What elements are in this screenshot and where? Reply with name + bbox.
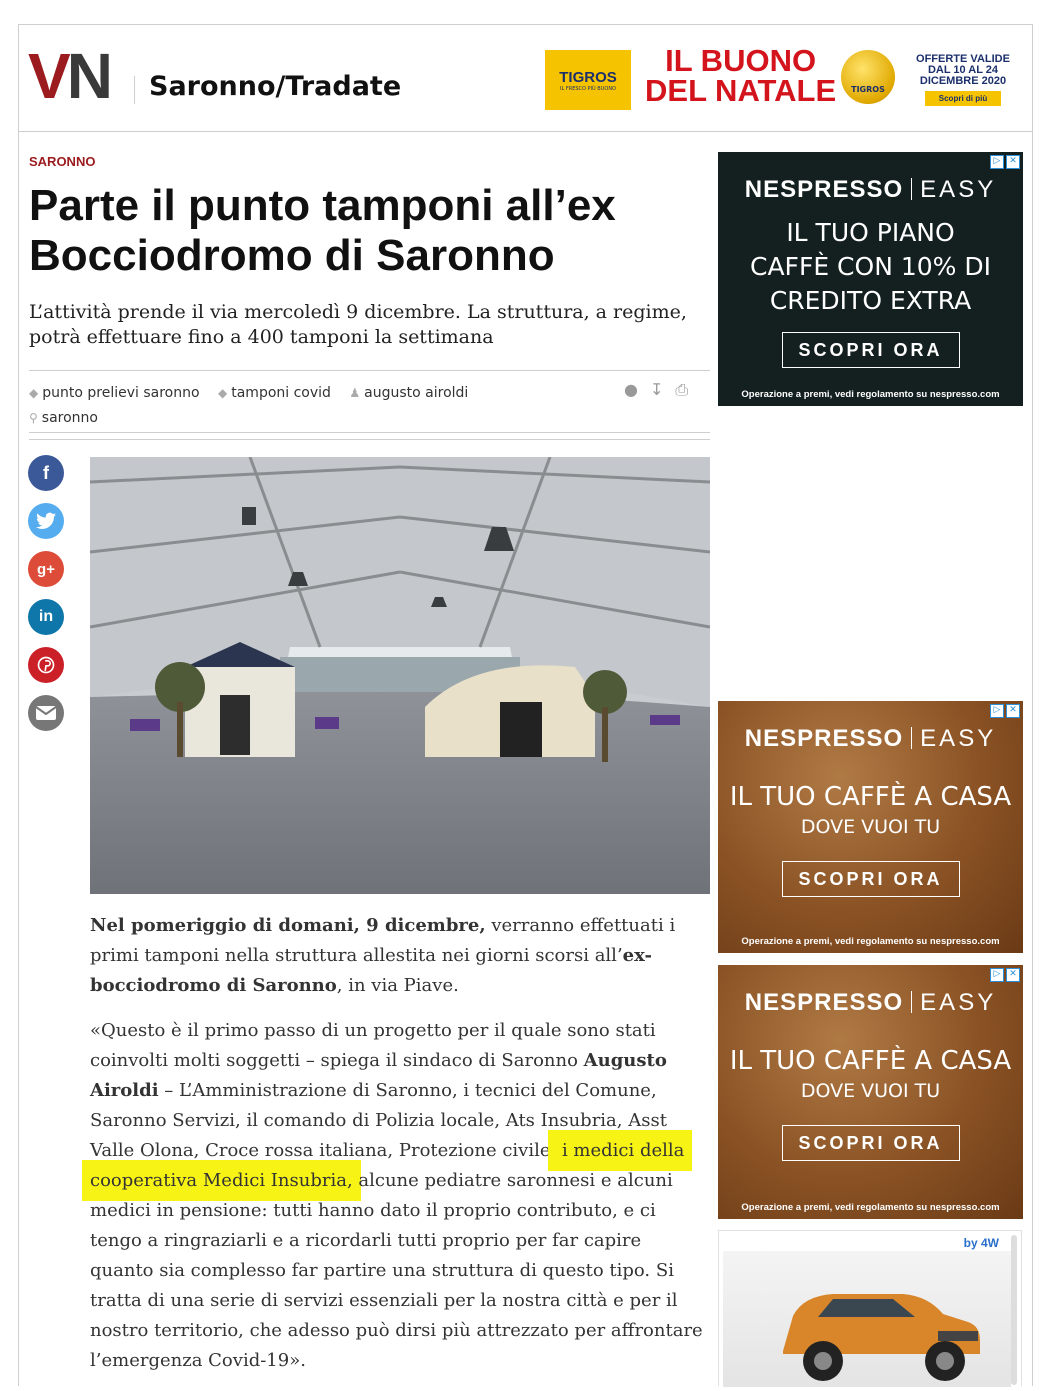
brand-divider: [911, 727, 912, 749]
brand-divider: [911, 991, 912, 1013]
article-photo[interactable]: [90, 457, 710, 894]
ad-brand: [718, 176, 1023, 204]
logo-divider: [134, 76, 135, 104]
ad-line-2: CAFFÈ CON 10% DI: [750, 252, 991, 281]
text: «Questo è il primo passo di un progetto per il quale sono stati coinvolti molti soggetti – spiega il sindaco di Saronno: [90, 1020, 656, 1071]
brand-name: NESPRESSO: [744, 176, 904, 203]
offer-line-3: DICEMBRE 2020: [919, 75, 1007, 87]
social-share-bar: [28, 455, 66, 743]
tag-label: augusto airoldi: [364, 385, 469, 401]
ad-footer: Operazione a premi, vedi regolamento su nespresso.com: [741, 1202, 1000, 1213]
promo-line-1: IL BUONO: [665, 43, 817, 78]
tigros-logo: [545, 50, 631, 110]
article-body: [90, 911, 710, 1391]
pinterest-icon[interactable]: [28, 647, 64, 683]
article-subtitle: L’attività prende il via mercoledì 9 dicembre. La struttura, a regime, potrà effettuare fino a 400 tamponi la settimana: [29, 301, 687, 348]
location-tag[interactable]: [29, 406, 98, 431]
ad-line-2: DOVE VUOI TU: [800, 1080, 941, 1102]
logo-letter-n: N: [66, 40, 109, 112]
ad-scrollbar[interactable]: [1011, 1235, 1017, 1385]
tigros-tagline: IL FRESCO PIÙ BUONO: [560, 85, 616, 92]
ad-line-2: DOVE VUOI TU: [800, 816, 941, 838]
ad-choices[interactable]: [990, 968, 1020, 982]
text: verranno effettuati i primi tamponi nella struttura allestita nei giorni scorsi all’: [90, 915, 676, 966]
facebook-icon[interactable]: f: [28, 455, 64, 491]
bold-text: Augusto Airoldi: [90, 1050, 667, 1101]
tag-icon: ◆: [218, 386, 228, 400]
coin-label: TIGROS: [851, 85, 885, 94]
offer-block: [913, 54, 1013, 106]
adchoices-icon[interactable]: ▷: [990, 155, 1004, 169]
adchoices-icon[interactable]: ▷: [990, 704, 1004, 718]
brand-name: NESPRESSO: [744, 989, 904, 1016]
tag-item[interactable]: [349, 381, 468, 406]
site-header: [18, 24, 1033, 132]
comment-icon[interactable]: ●: [624, 380, 638, 399]
tigros-coin-icon: [841, 50, 895, 104]
site-section-title[interactable]: Saronno/Tradate: [149, 71, 402, 102]
ad-headline: [718, 1045, 1023, 1105]
linkedin-icon[interactable]: in: [28, 599, 64, 635]
car-ad[interactable]: [718, 1230, 1022, 1386]
person-icon: ♟: [349, 386, 361, 400]
article-title: Parte il punto tamponi all’ex Bocciodromo di Saronno: [29, 181, 616, 280]
promo-line-2: DEL NATALE: [645, 73, 837, 108]
ad-line-1: IL TUO PIANO: [786, 218, 955, 247]
tag-label: punto prelievi saronno: [42, 385, 200, 401]
ad-choices[interactable]: [990, 155, 1020, 169]
offer-line-2: DAL 10 AL 24: [927, 64, 999, 76]
brand-suffix: EASY: [920, 989, 997, 1016]
ad-network-label[interactable]: by 4W: [963, 1236, 999, 1250]
print-icon[interactable]: ⎙: [675, 380, 689, 399]
close-icon[interactable]: ✕: [1006, 704, 1020, 718]
tigros-name: TIGROS: [559, 68, 617, 86]
suv-car-icon: [723, 1251, 1011, 1387]
ad-line-1: IL TUO CAFFÈ A CASA: [729, 782, 1012, 812]
bold-text: ex-bocciodromo di Saronno: [90, 945, 653, 996]
car-image[interactable]: [723, 1251, 1011, 1387]
logo-letter-v: V: [28, 40, 67, 112]
download-icon[interactable]: ↧: [649, 380, 664, 399]
offer-button[interactable]: Scopri di più: [925, 91, 1001, 106]
article-tools: [624, 380, 688, 400]
nespresso-ad-3[interactable]: [718, 965, 1023, 1219]
site-logo[interactable]: [28, 40, 109, 112]
tag-icon: ◆: [29, 386, 39, 400]
twitter-icon[interactable]: [28, 503, 64, 539]
ad-headline: [718, 216, 1023, 318]
divider: [29, 370, 710, 371]
ad-footer: Operazione a premi, vedi regolamento su nespresso.com: [741, 389, 1000, 400]
nespresso-ad-2[interactable]: [718, 701, 1023, 953]
ad-cta-button[interactable]: SCOPRI ORA: [782, 861, 960, 897]
location-label: saronno: [41, 410, 98, 426]
ad-brand: [718, 725, 1023, 753]
divider: [29, 432, 710, 433]
brand-name: NESPRESSO: [744, 725, 904, 752]
tag-item[interactable]: [29, 381, 200, 406]
ad-cta-button[interactable]: SCOPRI ORA: [782, 332, 960, 368]
adchoices-icon[interactable]: ▷: [990, 968, 1004, 982]
email-icon[interactable]: [28, 695, 64, 731]
header-banner-ad[interactable]: [545, 43, 1015, 112]
tag-label: tamponi covid: [231, 385, 331, 401]
brand-suffix: EASY: [920, 176, 997, 203]
highlighted-text: i medici della cooperativa Medici Insubria,: [90, 1140, 685, 1191]
ad-brand: [718, 989, 1023, 1017]
close-icon[interactable]: ✕: [1006, 155, 1020, 169]
ad-line-1: IL TUO CAFFÈ A CASA: [729, 1046, 1012, 1076]
ad-footer: Operazione a premi, vedi regolamento su nespresso.com: [741, 936, 1000, 947]
brand-divider: [911, 178, 912, 200]
location-pin-icon: ⚲: [29, 411, 38, 425]
nespresso-ad-1[interactable]: [718, 152, 1023, 406]
offer-line-1: OFFERTE VALIDE: [916, 53, 1010, 65]
article-paragraph-2: [90, 1016, 710, 1376]
article-tags: [29, 381, 589, 431]
ad-line-3: CREDITO EXTRA: [769, 286, 972, 315]
bold-text: Nel pomeriggio di domani, 9 dicembre,: [90, 915, 486, 936]
ad-cta-button[interactable]: SCOPRI ORA: [782, 1125, 960, 1161]
text: alcune pediatre saronnesi e alcuni medici in pensione: tutti hanno dato il proprio contributo, e ci tengo a ringraziarli e a ricordarli tutti proprio per far capire quanto sia complesso far partire una struttura di questo tipo. Si tratta di una serie di servizi essenziali per la nostra città e per il nostro territorio, che adesso può dirsi più attrezzato per affrontare l’emergenza Covid-19».: [90, 1170, 703, 1371]
divider: [29, 439, 710, 440]
article-paragraph-1: [90, 911, 710, 1001]
brand-suffix: EASY: [920, 725, 997, 752]
tent-interior-photo: [90, 457, 710, 894]
ad-choices[interactable]: [990, 704, 1020, 718]
google-plus-icon[interactable]: g+: [28, 551, 64, 587]
promo-title: [645, 43, 837, 108]
close-icon[interactable]: ✕: [1006, 968, 1020, 982]
text: – L’Amministrazione di Saronno, i tecnici del Comune, Saronno Servizi, il comando di Polizia locale, Ats Insubria, Asst Valle Olona, Croce rossa italiana, Protezione civile,: [90, 1080, 667, 1161]
text: , in via Piave.: [336, 975, 459, 996]
article-category[interactable]: SARONNO: [29, 154, 96, 169]
ad-headline: [718, 781, 1023, 841]
tag-item[interactable]: [218, 381, 331, 406]
